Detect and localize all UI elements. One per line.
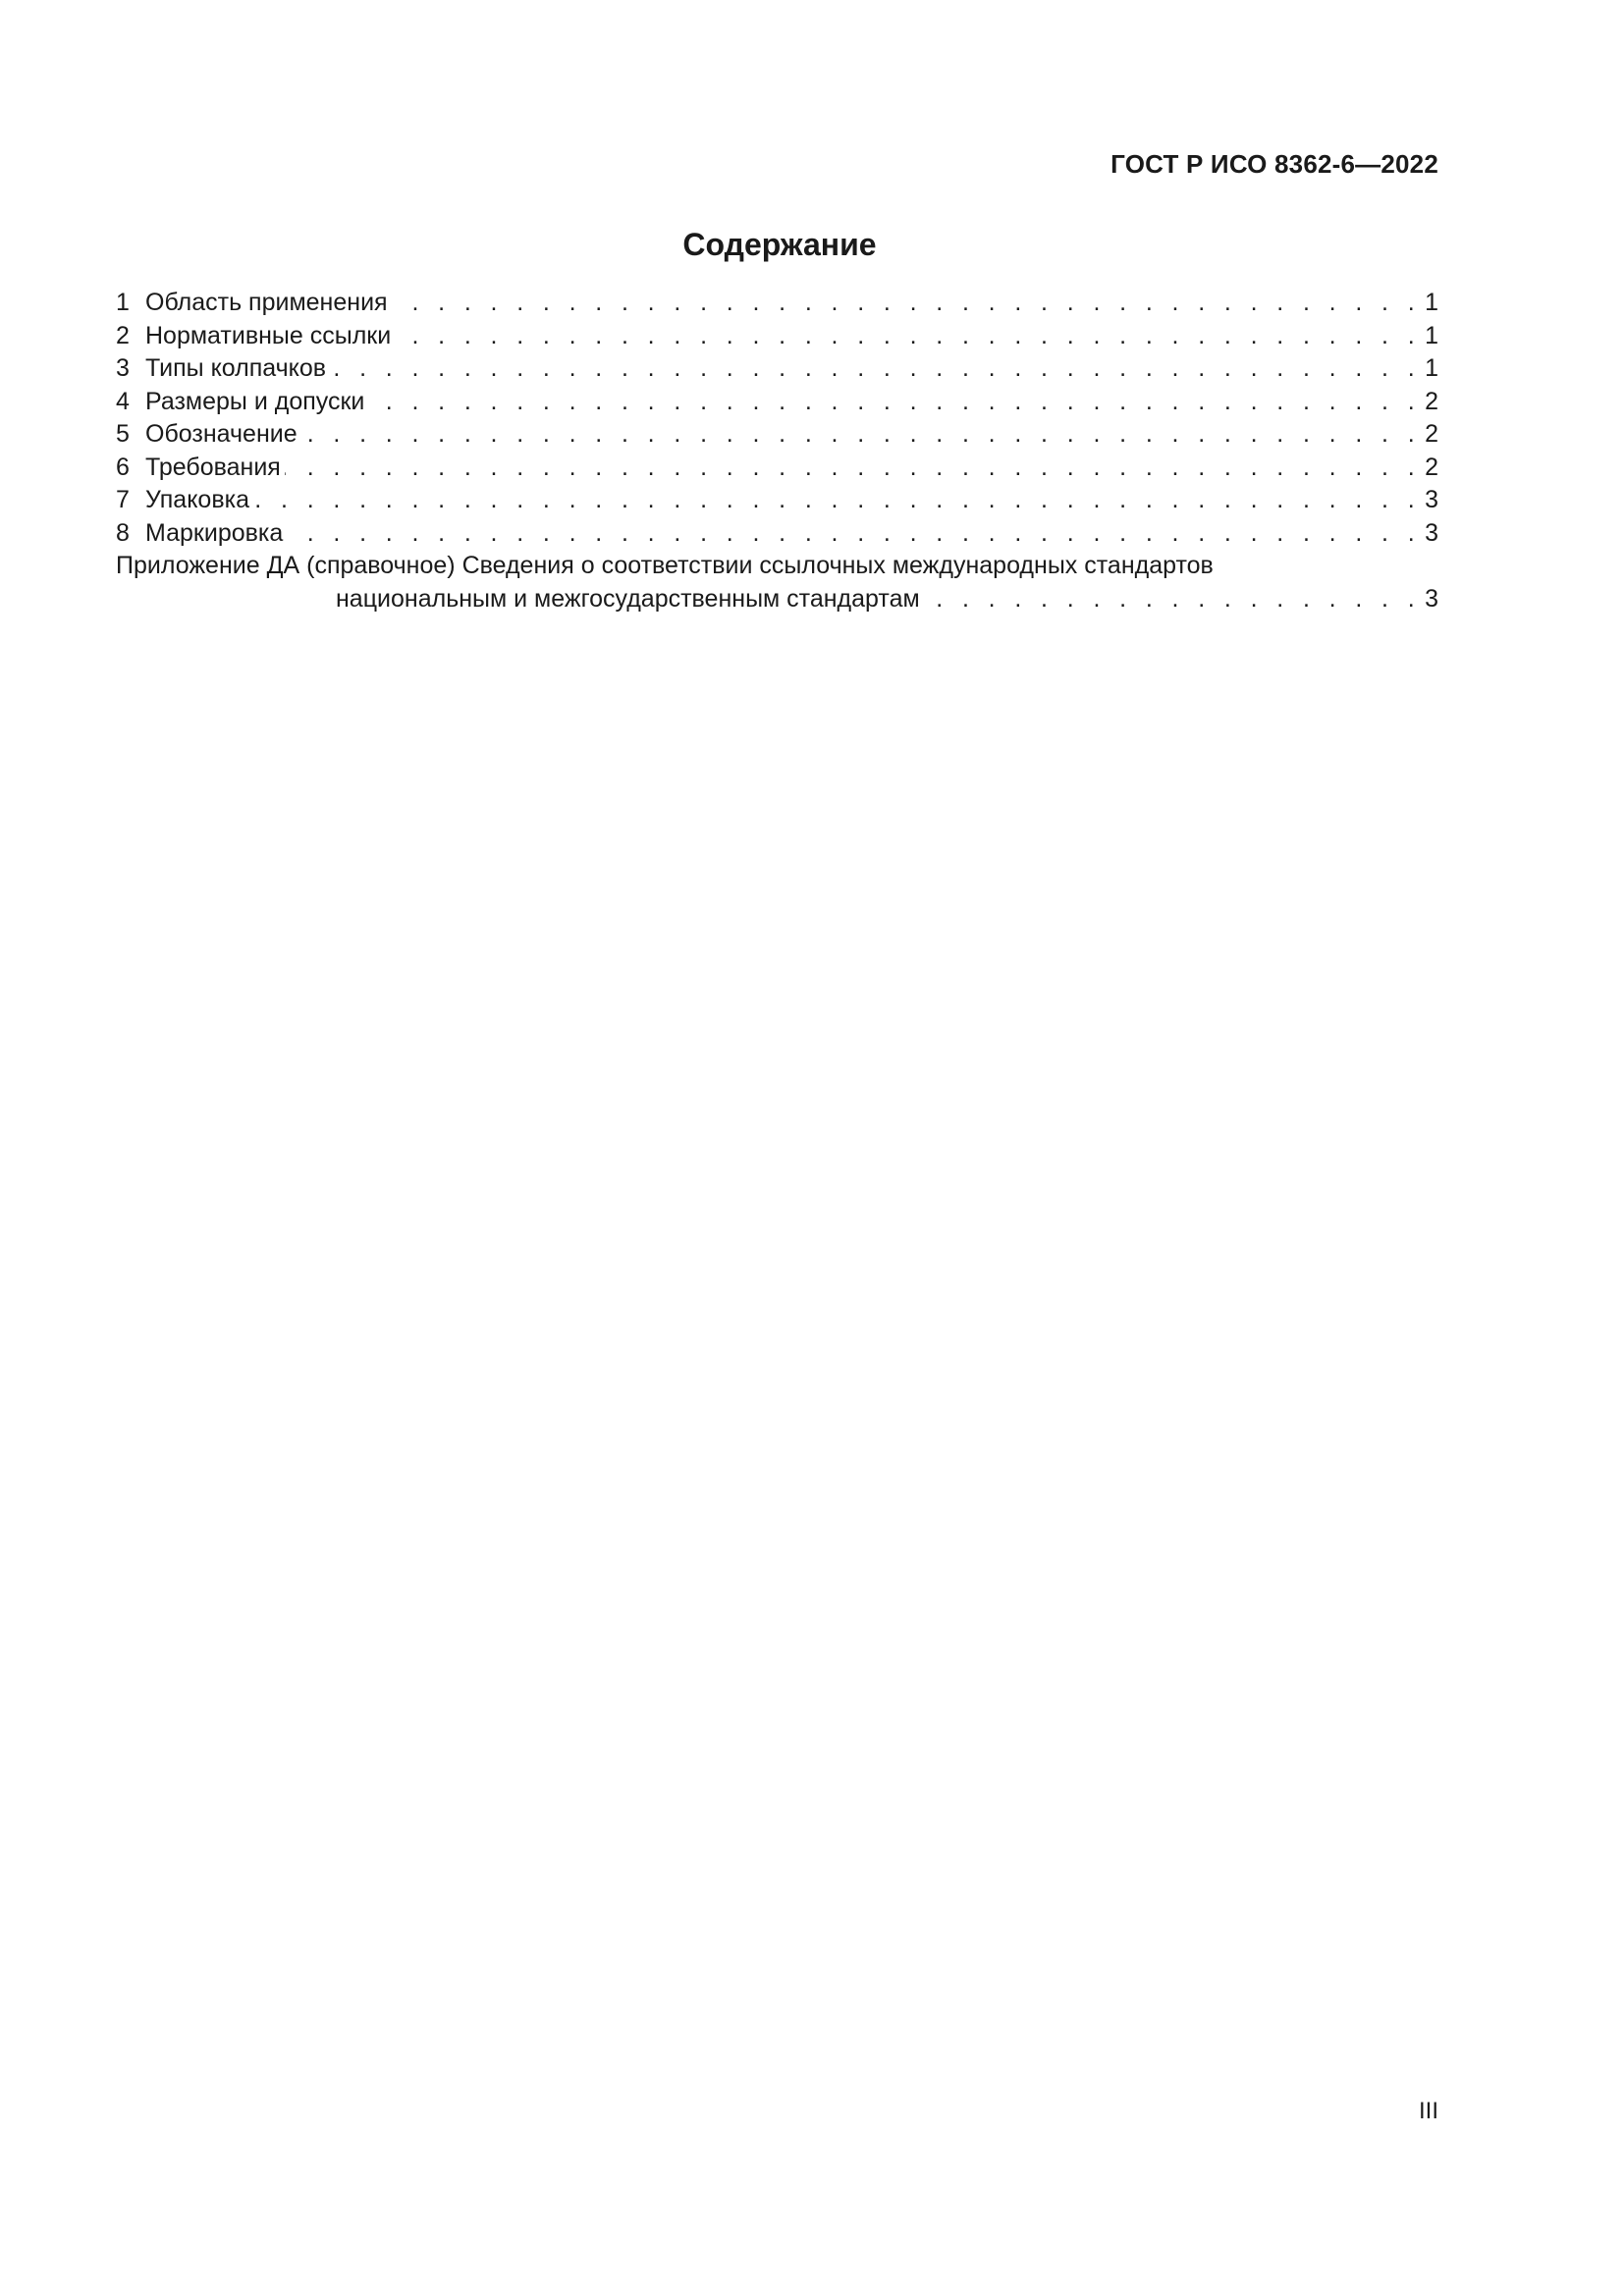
toc-item-number: 2 — [116, 321, 130, 349]
toc-item-packaging[interactable] — [116, 484, 1438, 517]
toc-item-page: 1 — [1425, 354, 1438, 382]
toc-item-page: 2 — [1425, 420, 1438, 448]
toc-item-title: Обозначение — [145, 420, 298, 448]
toc-item-marking[interactable] — [116, 517, 1438, 551]
dot-leader — [287, 517, 1421, 551]
document-code: ГОСТ Р ИСО 8362-6—2022 — [1110, 149, 1438, 179]
toc-item-number: 3 — [116, 354, 130, 382]
dot-leader — [924, 583, 1421, 616]
toc-item-number: 6 — [116, 453, 130, 481]
toc-item-page: 1 — [1425, 289, 1438, 316]
toc-item-page: 3 — [1425, 486, 1438, 513]
dot-leader — [368, 386, 1421, 419]
table-of-contents — [116, 287, 1438, 615]
toc-annex-title-line2: национальным и межгосударственным стандартам — [336, 584, 920, 613]
toc-item-title: Требования — [145, 453, 281, 481]
toc-item-cap-types[interactable] — [116, 352, 1438, 386]
toc-item-normative-references[interactable] — [116, 320, 1438, 353]
toc-item-title: Маркировка — [145, 518, 284, 547]
toc-item-title: Типы колпачков — [145, 354, 327, 382]
toc-item-page: 2 — [1425, 453, 1438, 481]
dot-leader — [285, 452, 1421, 485]
toc-item-designation[interactable] — [116, 418, 1438, 452]
toc-item-requirements[interactable] — [116, 452, 1438, 485]
toc-item-scope[interactable] — [116, 287, 1438, 320]
toc-annex-title-line1[interactable]: Приложение ДА (справочное) Сведения о соответствии ссылочных международных стандартов — [116, 552, 1214, 579]
toc-item-number: 1 — [116, 289, 130, 316]
dot-leader — [392, 287, 1422, 320]
toc-item-title: Область применения — [145, 289, 388, 316]
dot-leader — [395, 320, 1421, 353]
toc-item-number: 4 — [116, 387, 130, 415]
toc-item-title: Нормативные ссылки — [145, 321, 392, 349]
page-number: III — [1418, 2098, 1438, 2124]
toc-annex-page: 3 — [1425, 584, 1438, 613]
toc-annex-row[interactable] — [116, 583, 1438, 616]
toc-item-number: 8 — [116, 518, 130, 547]
toc-item-page: 2 — [1425, 387, 1438, 415]
toc-item-page: 1 — [1425, 321, 1438, 349]
dot-leader — [330, 352, 1421, 386]
toc-item-title: Размеры и допуски — [145, 387, 365, 415]
toc-item-page: 3 — [1425, 518, 1438, 547]
toc-item-dimensions-tolerances[interactable] — [116, 386, 1438, 419]
toc-heading: Содержание — [682, 227, 877, 262]
toc-item-number: 5 — [116, 420, 130, 448]
toc-item-title: Упаковка — [145, 486, 249, 513]
toc-item-number: 7 — [116, 486, 130, 513]
dot-leader — [301, 418, 1421, 452]
dot-leader — [253, 484, 1421, 517]
